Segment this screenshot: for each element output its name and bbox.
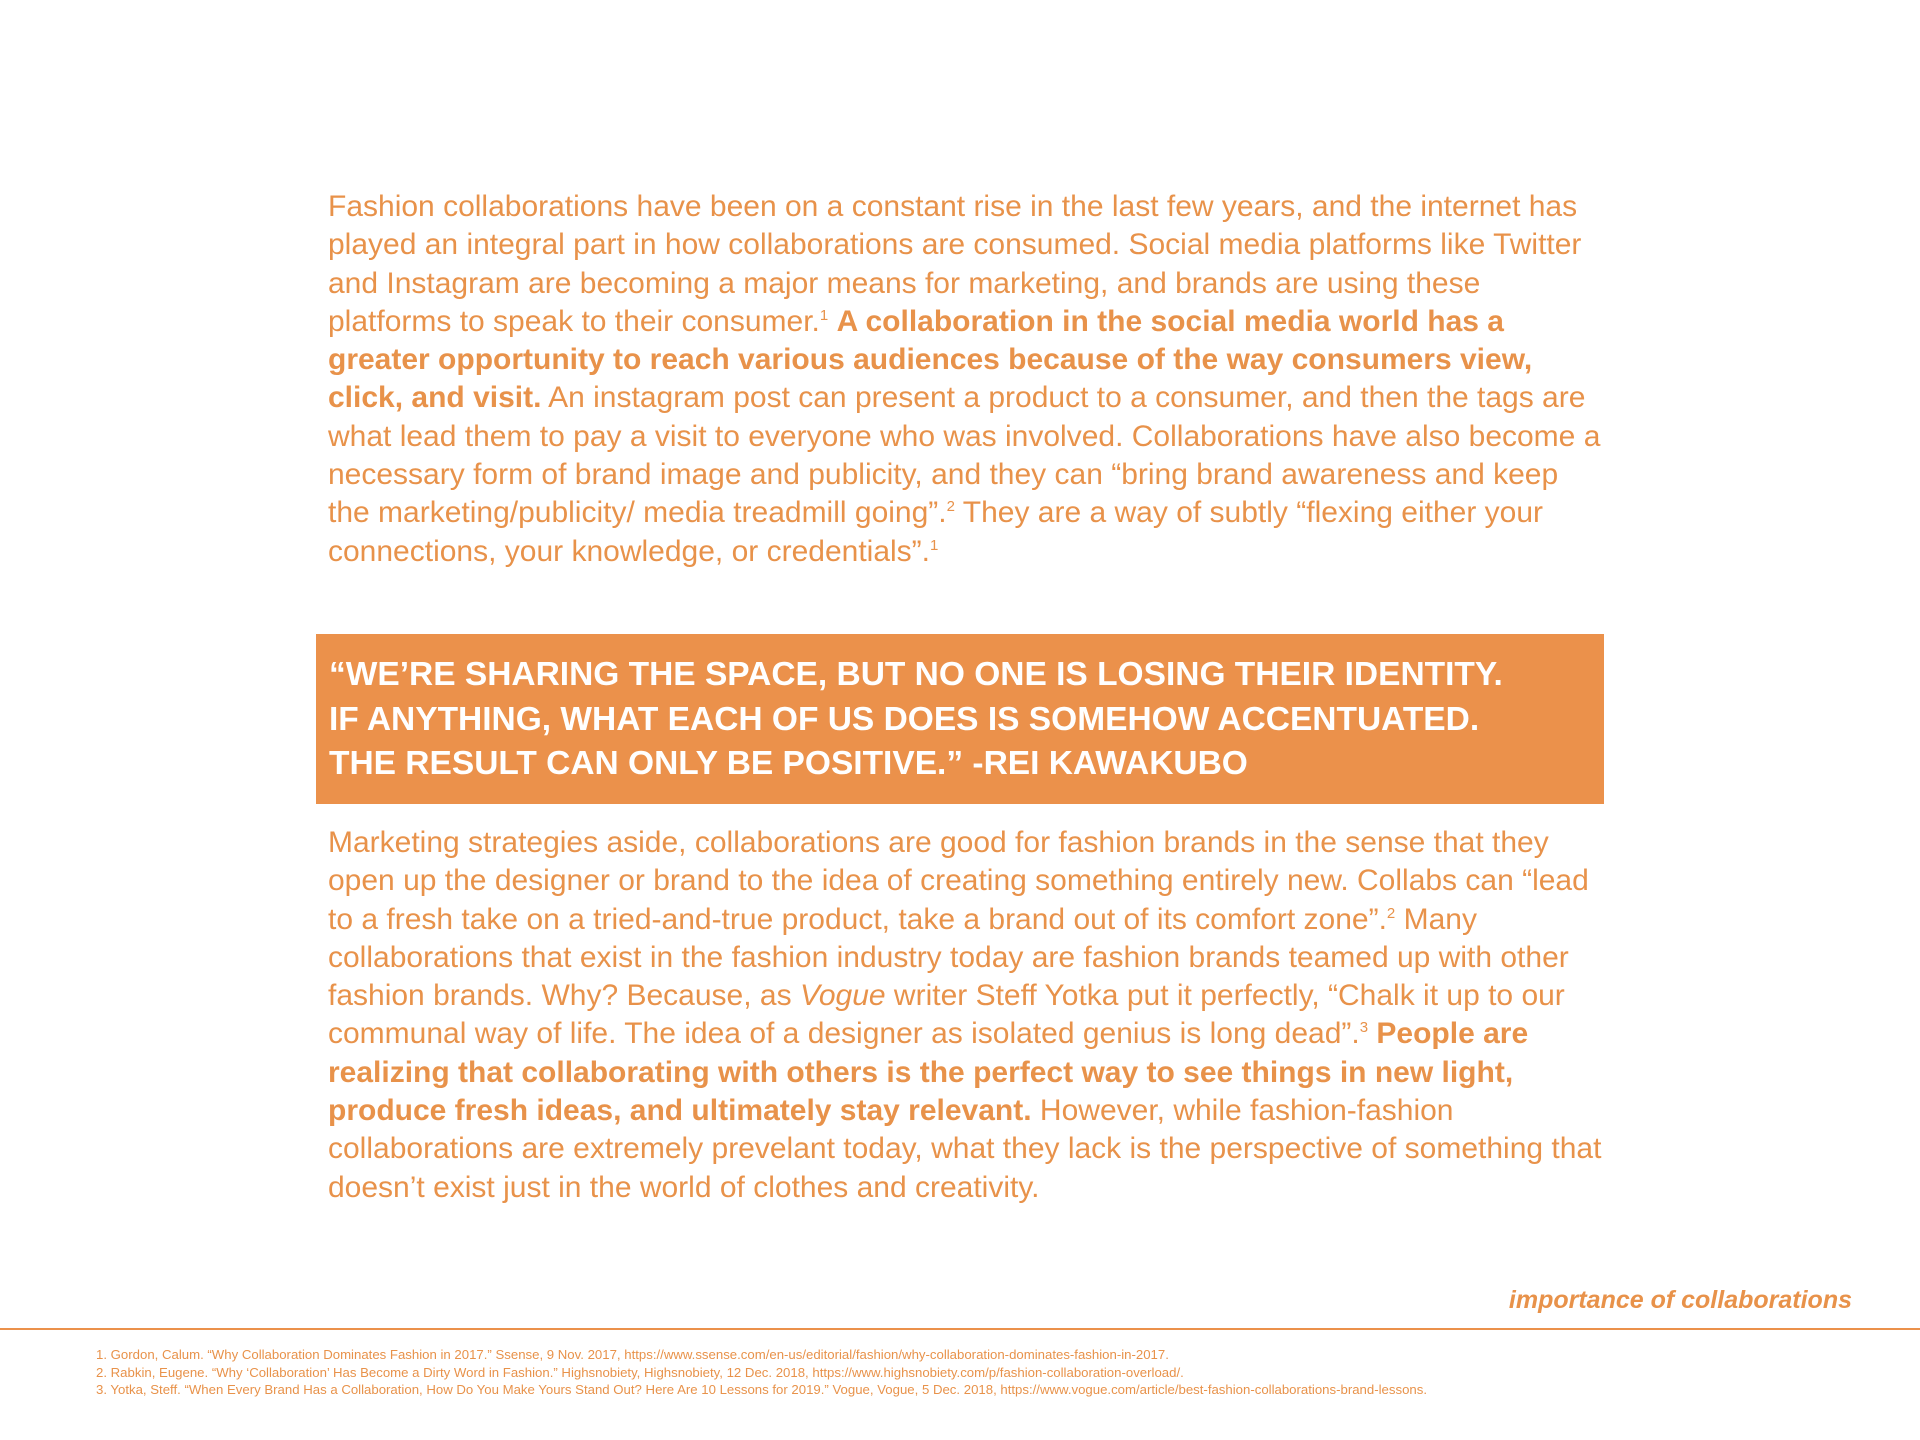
footnote-ref-5: 3 bbox=[1359, 1019, 1369, 1037]
paragraph-second-text-4: However, while fashion-fashion collaborations are extremely prevelant today, what they lack is the perspective of something that doesn’t exist just in the world of clothes and creativity. bbox=[328, 1094, 1602, 1204]
article-body bbox=[328, 188, 1608, 571]
footnote-ref-2: 2 bbox=[946, 498, 955, 516]
paragraph-intro-text-1: Fashion collaborations have been on a constant rise in the last few years, and the internet has played an integral part in how collaborations are consumed. Social media platforms like Twitter and Instagram are becoming a major means for marketing, and brands are using these platforms to speak to their consumer. bbox=[328, 190, 1582, 338]
pull-quote-line-2: IF ANYTHING, WHAT EACH OF US DOES IS SOMEHOW ACCENTUATED. bbox=[329, 700, 1480, 738]
paragraph-intro-text-2: An instagram post can present a product to a consumer, and then the tags are what lead them to pay a visit to everyone who was involved. Collaborations have also become a necessary form of brand image and publicity, and they can “bring brand awareness and keep the marketing/publicity/ media treadmill going”. bbox=[328, 381, 1601, 530]
footnote-3: 3. Yotka, Steff. “When Every Brand Has a Collaboration, How Do You Make Yours Stand Out? Here Are 10 Lessons for 2019.” Vogue, Vogue, 5 Dec. 2018, https://www.vogue.com/article/best-fashion-collaborations-brand-lessons. bbox=[96, 1382, 1427, 1397]
paragraph-second-text-3: writer Steff Yotka put it perfectly, “Chalk it up to our communal way of life. The idea of a designer as isolated genius is long dead”. bbox=[328, 979, 1565, 1051]
paragraph-second-text-2: Many collaborations that exist in the fashion industry today are fashion brands teamed up with other fashion brands. Why? Because, as bbox=[328, 902, 1569, 1013]
pull-quote-box bbox=[316, 634, 1604, 804]
footnote-ref-3: 1 bbox=[930, 536, 939, 554]
footnote-ref-1: 1 bbox=[819, 306, 829, 324]
section-title: importance of collaborations bbox=[1508, 1286, 1852, 1314]
paragraph-second-emphasis: People are realizing that collaborating with others is the perfect way to see things in new light, produce fresh ideas, and ultimately stay relevant. bbox=[328, 1017, 1529, 1128]
pull-quote-line-3: THE RESULT CAN ONLY BE POSITIVE.” -REI KAWAKUBO bbox=[329, 745, 1248, 782]
paragraph-second-text-1: Marketing strategies aside, collaborations are good for fashion brands in the sense that they open up the designer or brand to the idea of creating something entirely new. Collabs can “lead to a fresh take on a tried-and-true product, take a brand out of its comfort zone”. bbox=[328, 826, 1589, 936]
footnote-ref-4: 2 bbox=[1386, 904, 1396, 922]
pull-quote bbox=[329, 653, 1604, 787]
footnote-2: 2. Rabkin, Eugene. “Why ‘Collaboration’ Has Become a Dirty Word in Fashion.” Highsnobiety, Highsnobiety, 12 Dec. 2018, https://www.highsnobiety.com/p/fashion-collaboration-overload/. bbox=[96, 1364, 1184, 1380]
footer-divider bbox=[0, 1328, 1920, 1330]
paragraph-intro-emphasis: A collaboration in the social media world has a greater opportunity to reach various audiences because of the way consumers view, click, and visit. bbox=[328, 304, 1533, 415]
pull-quote-line-1: “WE’RE SHARING THE SPACE, BUT NO ONE IS LOSING THEIR IDENTITY. bbox=[329, 656, 1503, 693]
footnotes-list bbox=[96, 1346, 1896, 1399]
paragraph-intro-text-3: They are a way of subtly “flexing either your connections, your knowledge, or credentials”. bbox=[328, 496, 1544, 568]
vogue-italic: Vogue bbox=[799, 979, 886, 1013]
paragraph-intro bbox=[328, 188, 1608, 571]
footnote-1: 1. Gordon, Calum. “Why Collaboration Dominates Fashion in 2017.” Ssense, 9 Nov. 2017, https://www.ssense.com/en-us/editorial/fashion/why-collaboration-dominates-fashion-in-2017. bbox=[96, 1347, 1169, 1362]
paragraph-second bbox=[328, 824, 1608, 1207]
article-body-2 bbox=[328, 824, 1608, 1207]
